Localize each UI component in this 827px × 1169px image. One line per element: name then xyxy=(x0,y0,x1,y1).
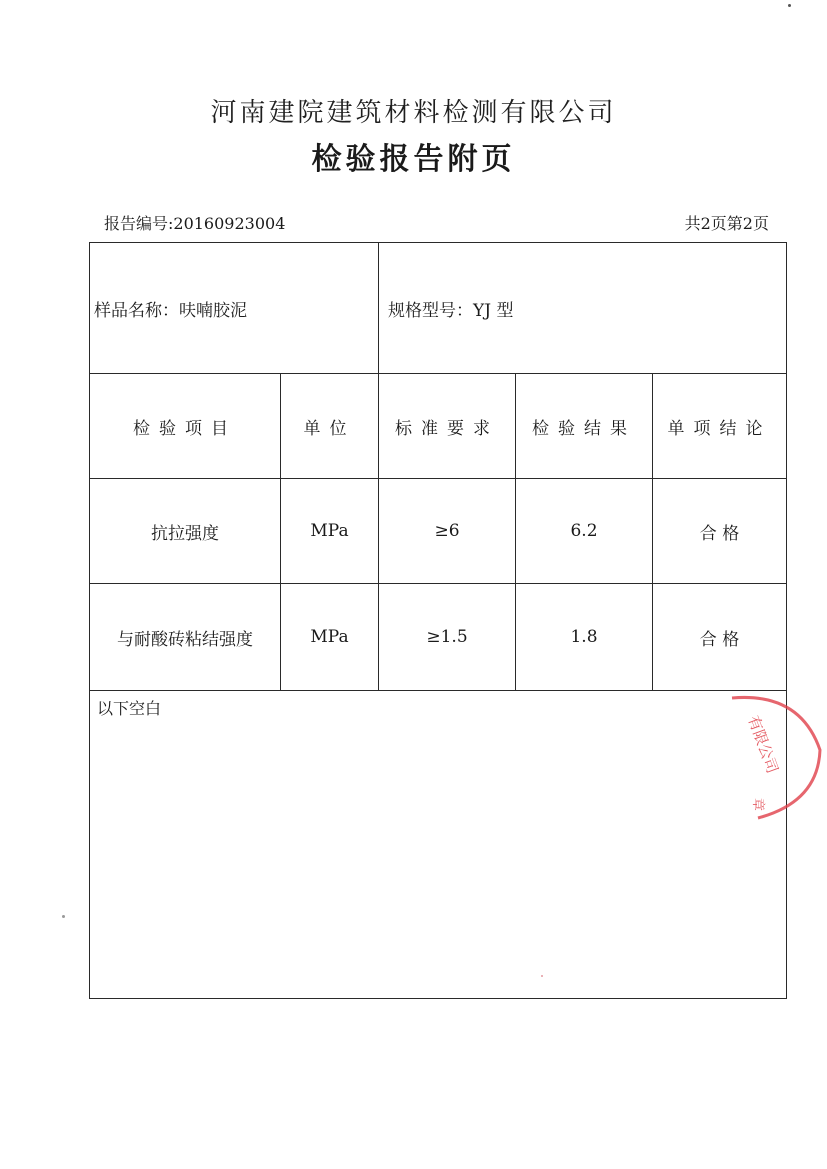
report-table xyxy=(89,242,787,999)
blank-note: 以下空白 xyxy=(97,699,162,718)
row-divider xyxy=(90,690,786,691)
row1-result: 6.2 xyxy=(570,521,598,541)
sample-name: 样品名称：呋喃胶泥 xyxy=(94,300,247,321)
col-header-conclusion: 单项结论 xyxy=(667,418,772,439)
row1-conclusion: 合 格 xyxy=(699,523,740,544)
seal-text: 有限公司 xyxy=(744,713,782,776)
col-header-item: 检验项目 xyxy=(133,418,237,439)
row1-requirement: ≥6 xyxy=(434,521,460,541)
page-info: 共2页第2页 xyxy=(684,214,769,233)
row1-unit: MPa xyxy=(310,521,349,541)
row2-unit: MPa xyxy=(310,627,349,647)
row1-item: 抗拉强度 xyxy=(151,523,219,544)
col-header-requirement: 标准要求 xyxy=(395,418,499,439)
row2-result: 1.8 xyxy=(570,627,598,647)
report-number: 报告编号:20160923004 xyxy=(104,214,286,233)
company-name: 河南建院建筑材料检测有限公司 xyxy=(210,98,617,128)
col-header-result: 检验结果 xyxy=(532,418,636,439)
row2-conclusion: 合 格 xyxy=(699,629,740,650)
row2-requirement: ≥1.5 xyxy=(426,627,468,647)
scan-speck xyxy=(788,4,791,7)
scan-speck xyxy=(62,915,65,918)
col-header-unit: 单位 xyxy=(303,418,356,439)
seal-suffix: 章 xyxy=(750,798,765,812)
sample-spec: 规格型号：YJ 型 xyxy=(388,300,514,321)
scan-speck xyxy=(541,975,543,977)
column-divider xyxy=(378,243,379,373)
document-title: 检验报告附页 xyxy=(311,142,516,177)
row2-item: 与耐酸砖粘结强度 xyxy=(117,629,253,650)
